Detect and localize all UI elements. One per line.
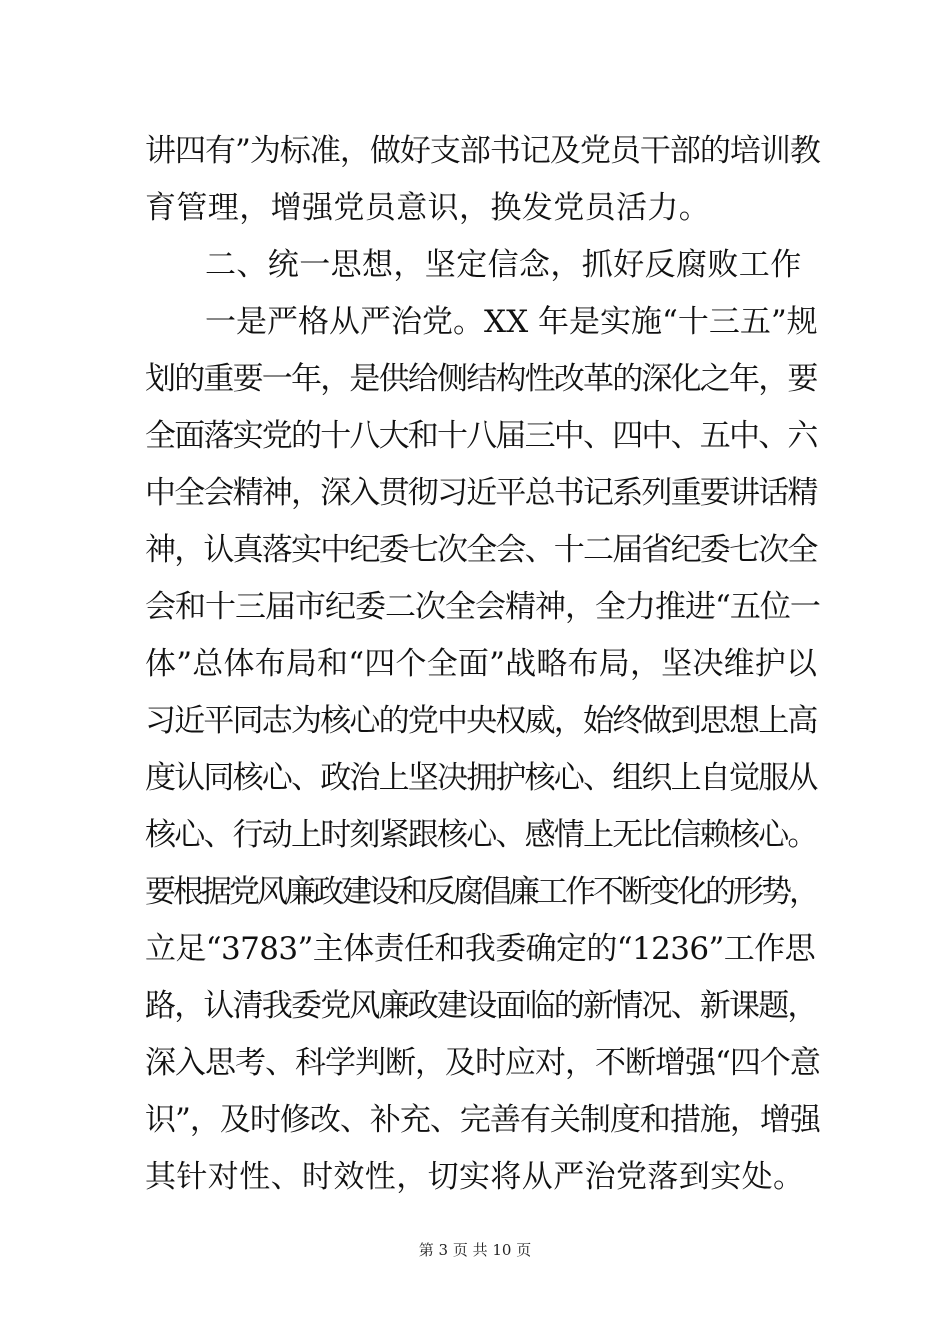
text-line-13: 核心、行动上时刻紧跟核心、感情上无比信赖核心。 bbox=[145, 817, 817, 853]
page-footer: 第 3 页 共 10 页 bbox=[418, 1241, 532, 1259]
text-line-17: 深入思考、科学判断，及时应对，不断增强“四个意 bbox=[145, 1045, 820, 1081]
text-line-12: 度认同核心、政治上坚决拥护核心、组织上自觉服从 bbox=[145, 760, 817, 796]
text-line-18: 识”，及时修改、补充、完善有关制度和措施，增强 bbox=[145, 1102, 820, 1138]
text-line-11: 习近平同志为核心的党中央权威，始终做到思想上高 bbox=[145, 703, 817, 739]
text-line-2: 育管理，增强党员意识，换发党员活力。 bbox=[145, 190, 711, 226]
text-line-9: 会和十三届市纪委二次全会精神，全力推进“五位一 bbox=[145, 589, 820, 625]
text-line-5: 划的重要一年，是供给侧结构性改革的深化之年，要 bbox=[145, 361, 817, 397]
text-line-8: 神，认真落实中纪委七次全会、十二届省纪委七次全 bbox=[145, 532, 817, 568]
text-line-15: 立足“3783”主体责任和我委确定的“1236”工作思 bbox=[145, 931, 815, 967]
text-line-6: 全面落实党的十八大和十八届三中、四中、五中、六 bbox=[145, 418, 817, 454]
text-line-14: 要根据党风廉政建设和反腐倡廉工作不断变化的形势， bbox=[145, 874, 817, 910]
text-line-4: 一是严格从严治党。XX 年是实施“十三五”规 bbox=[205, 304, 818, 340]
section-heading: 二、统一思想，坚定信念，抓好反腐败工作 bbox=[205, 247, 802, 283]
text-line-19: 其针对性、时效性，切实将从严治党落到实处。 bbox=[145, 1159, 805, 1195]
text-line-1: 讲四有”为标准，做好支部书记及党员干部的培训教 bbox=[145, 133, 820, 169]
text-line-7: 中全会精神，深入贯彻习近平总书记系列重要讲话精 bbox=[145, 475, 817, 511]
text-line-10: 体”总体布局和“四个全面”战略布局，坚决维护以 bbox=[145, 646, 818, 682]
text-line-16: 路，认清我委党风廉政建设面临的新情况、新课题， bbox=[145, 988, 817, 1024]
